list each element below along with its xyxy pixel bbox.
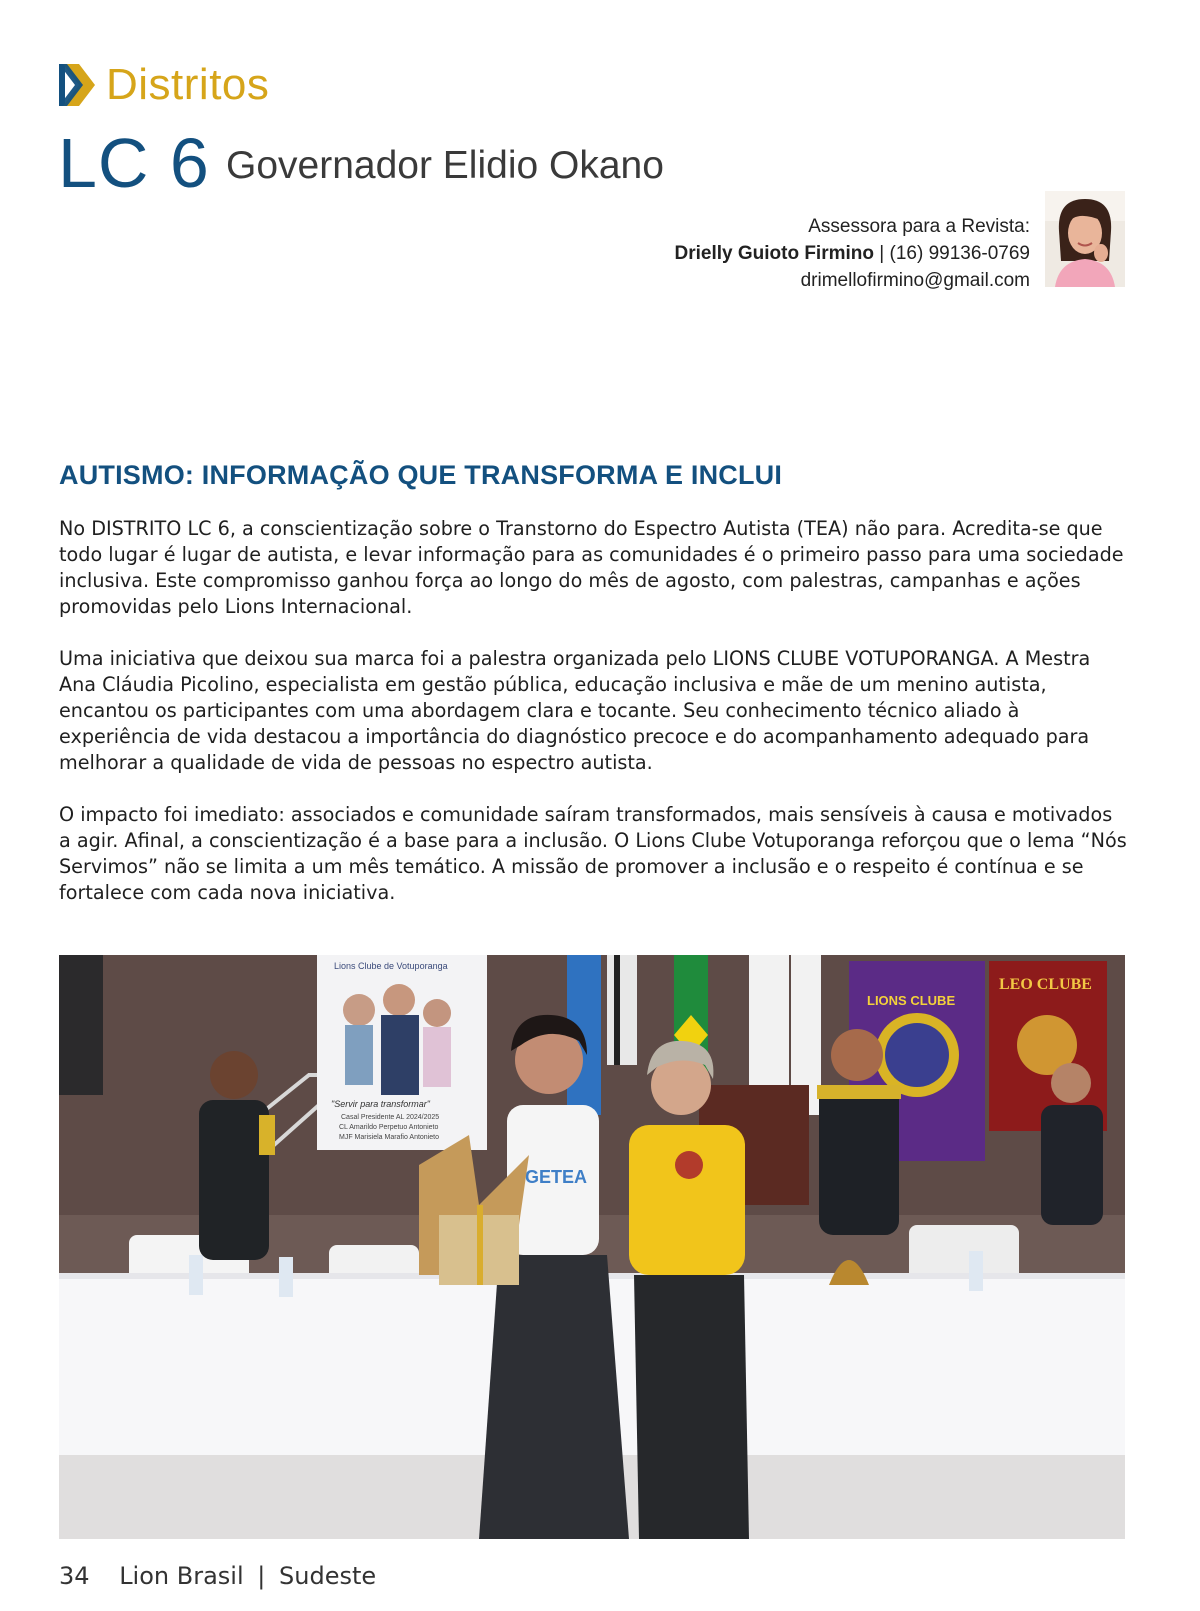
- article-paragraph: O impacto foi imediato: associados e comunidade saíram transformados, mais sensíveis à causa e motivados a agir. Afinal, a conscientização é a base para a inclusão. O Lions Clube Votuporanga reforçou que o lema “Nós Servimos” não se limita a um mês temático. A missão de promover a inclusão e o respeito é contínua e se fortalece com cada nova iniciativa.: [59, 803, 1127, 904]
- poster-line-1: Casal Presidente AL 2024/2025: [341, 1114, 440, 1121]
- advisor-credit: [470, 213, 1030, 294]
- section-title: Distritos: [106, 60, 270, 109]
- article-paragraph: Uma iniciativa que deixou sua marca foi a palestra organizada pelo LIONS CLUBE VOTUPORANGA. A Mestra Ana Cláudia Picolino, especialista em gestão pública, educação inclusiva e mãe de um menino autista, encantou os participantes com uma abordagem clara e tocante. Seu conhecimento técnico aliado à experiência de vida destacou a importância do diagnóstico precoce e do acompanhamento adequado para melhorar a qualidade de vida de pessoas no espectro autista.: [59, 647, 1091, 774]
- advisor-role: Assessora para a Revista:: [808, 216, 1030, 237]
- article-body: [59, 516, 1129, 932]
- poster-line-3: MJF Marisiela Marafio Antonieto: [339, 1134, 439, 1141]
- publication-name: Lion Brasil: [119, 1562, 244, 1590]
- poster-motto: "Servir para transformar": [331, 1099, 430, 1109]
- article-paragraph: No DISTRITO LC 6, a conscientização sobre o Transtorno do Espectro Autista (TEA) não para. Acredita-se que todo lugar é lugar de autista, e levar informação para as comunidades é o primeiro passo para uma sociedade inclusiva. Este compromisso ganhou força ao longo do mês de agosto, com palestras, campanhas e ações promovidas pelo Lions Internacional.: [59, 517, 1124, 618]
- event-photo: [59, 955, 1125, 1539]
- advisor-separator: |: [879, 243, 885, 264]
- poster-line-2: CL Amarildo Perpetuo Antonieto: [339, 1124, 439, 1131]
- governor-name: Governador Elidio Okano: [226, 144, 664, 187]
- page-number: 34: [59, 1562, 90, 1590]
- shirt-print: GETEA: [525, 1167, 588, 1187]
- advisor-portrait: [1045, 191, 1125, 287]
- footer-separator: |: [257, 1562, 266, 1590]
- district-code: LC 6: [58, 124, 210, 202]
- publication-region: Sudeste: [279, 1562, 377, 1590]
- lions-banner-title: LIONS CLUBE: [867, 993, 956, 1008]
- advisor-name: Drielly Guioto Firmino: [674, 243, 874, 264]
- article-title: AUTISMO: INFORMAÇÃO QUE TRANSFORMA E INCLUI: [59, 460, 783, 490]
- section-arrow-icon: [59, 64, 97, 106]
- advisor-phone: (16) 99136-0769: [889, 243, 1030, 264]
- leo-banner-title: LEO CLUBE: [999, 976, 1092, 993]
- advisor-email: drimellofirmino@gmail.com: [800, 270, 1030, 291]
- advisor-contact-line: [470, 240, 1030, 267]
- page-footer: [59, 1562, 376, 1590]
- poster-club-name: Lions Clube de Votuporanga: [334, 961, 448, 971]
